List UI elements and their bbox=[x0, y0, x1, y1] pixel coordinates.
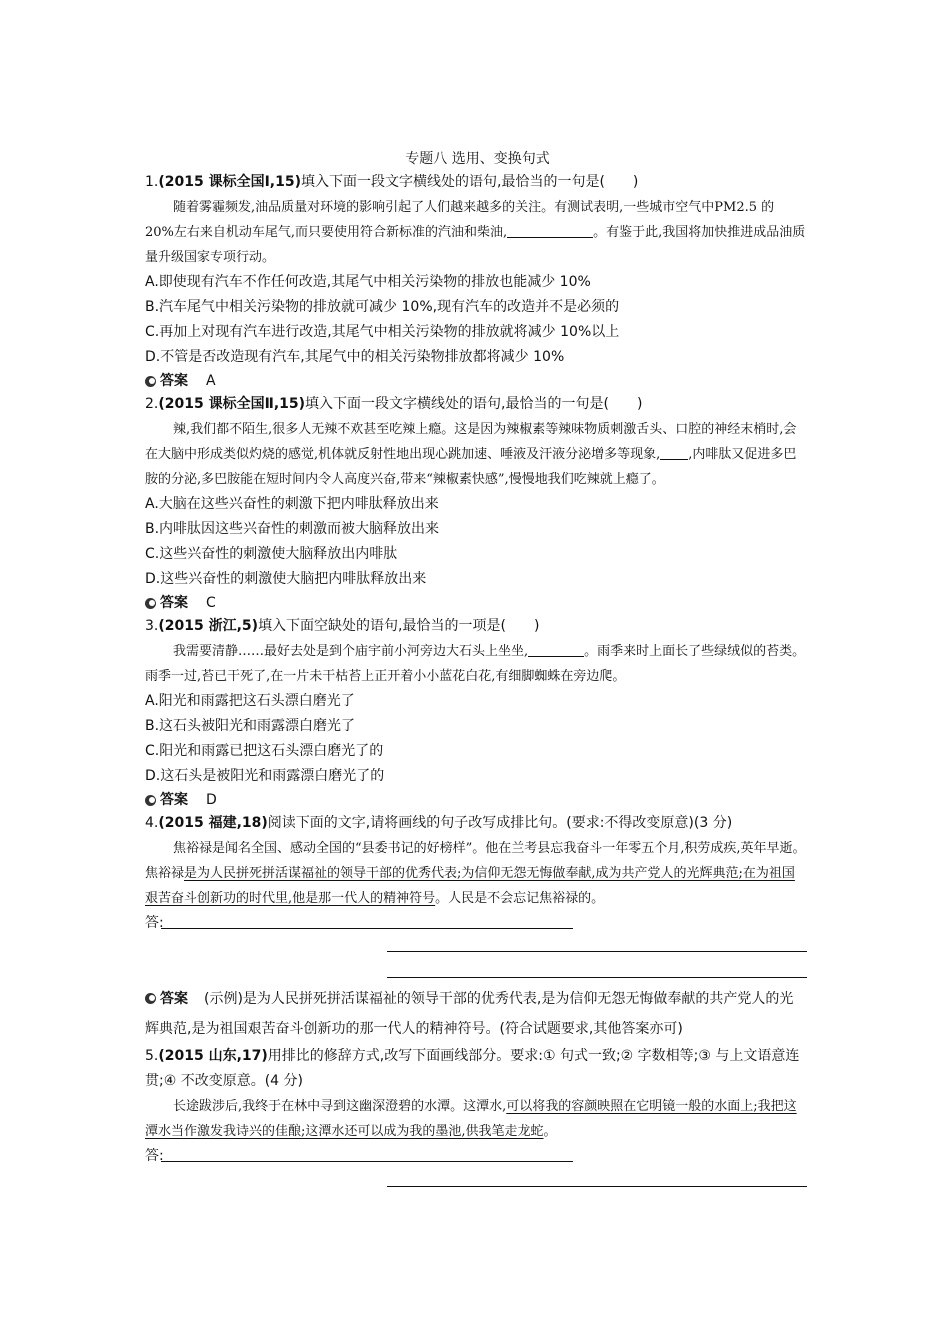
question-number: 5. bbox=[145, 1048, 159, 1064]
passage-text: 。雨季来时上面长了些绿绒似的苔类。雨季一过,苔已干死了,在一片未干枯苔上正开着小小蓝花白花,有细脚蜘蛛在旁边爬。 bbox=[145, 644, 806, 684]
option-b: B.汽车尾气中相关污染物的排放就可减少 10%,现有汽车的改造并不是必须的 bbox=[145, 299, 620, 315]
option-a: A.阳光和雨露把这石头漂白磨光了 bbox=[145, 693, 355, 709]
question-number: 2. bbox=[145, 396, 159, 412]
answer-label: 答案 bbox=[160, 595, 188, 611]
answer-line[interactable] bbox=[161, 1161, 573, 1162]
question-4-header bbox=[145, 811, 807, 836]
question-number: 3. bbox=[145, 618, 159, 634]
question-2-passage bbox=[145, 417, 807, 492]
question-stem: 填入下面一段文字横线处的语句,最恰当的一句是( ) bbox=[301, 174, 639, 190]
write-label: 答: bbox=[145, 1148, 164, 1164]
answer-line[interactable] bbox=[387, 977, 807, 978]
answer-label: 答案 bbox=[160, 991, 188, 1007]
question-source: (2015 课标全国Ⅱ,15) bbox=[158, 396, 306, 412]
answer-writing-area bbox=[145, 1144, 807, 1169]
answer-row bbox=[145, 789, 807, 811]
write-label: 答: bbox=[145, 915, 164, 931]
answer-row bbox=[145, 370, 807, 392]
passage-text: 随着雾霾频发,油品质量对环境的影响引起了人们越来越多的关注。有测试表明,一些城市空气中PM2.5 的 20%左右来自机动车尾气,而只要使用符合新标准的汽油和柴油, bbox=[145, 200, 775, 240]
question-source: (2015 山东,17) bbox=[158, 1048, 268, 1064]
option-c: C.阳光和雨露已把这石头漂白磨光了的 bbox=[145, 743, 384, 759]
question-source: (2015 浙江,5) bbox=[158, 618, 259, 634]
option-a: A.即使现有汽车不作任何改造,其尾气中相关污染物的排放也能减少 10% bbox=[145, 274, 591, 290]
question-source: (2015 福建,18) bbox=[158, 815, 268, 831]
option-d: D.这些兴奋性的刺激使大脑把内啡肽释放出来 bbox=[145, 571, 427, 587]
answer-value: A bbox=[206, 373, 216, 389]
question-1-header bbox=[145, 170, 807, 195]
question-5-header bbox=[145, 1044, 807, 1094]
option-b: B.这石头被阳光和雨露漂白磨光了 bbox=[145, 718, 356, 734]
fill-blank[interactable] bbox=[507, 223, 593, 238]
passage-text: 辣,我们都不陌生,很多人无辣不欢甚至吃辣上瘾。这是因为辣椒素等辣味物质刺激舌头、口腔的神经末梢时,会在大脑中形成类似灼烧的感觉,机体就反射性地出现心跳加速、唾液及汗液分泌增多等现象, bbox=[145, 422, 797, 462]
question-2-header bbox=[145, 392, 807, 417]
fill-blank[interactable] bbox=[660, 445, 688, 460]
option-b: B.内啡肽因这些兴奋性的刺激而被大脑释放出来 bbox=[145, 521, 440, 537]
page-title: 专题八 选用、变换句式 bbox=[405, 151, 550, 167]
question-number: 4. bbox=[145, 815, 159, 831]
passage-text: 我需要清静……最好去处是到个庙宇前小河旁边大石头上坐坐, bbox=[173, 644, 529, 659]
answer-label: 答案 bbox=[160, 792, 188, 808]
passage-text: 。有鉴于此,我国将加快推进成品油质量升级国家专项行动。 bbox=[145, 225, 806, 265]
answer-bullet-icon bbox=[145, 598, 156, 609]
question-stem: 填入下面空缺处的语句,最恰当的一项是( ) bbox=[258, 618, 540, 634]
passage-text: 长途跋涉后,我终于在林中寻到这幽深澄碧的水潭。这潭水, bbox=[173, 1099, 507, 1114]
question-5-passage bbox=[145, 1094, 807, 1144]
underlined-sentence: 可以将我的容颜映照在它明镜一般的水面上;我把这潭水当作激发我诗兴的佳酿;这潭水还可以成为我的墨池,供我笔走龙蛇 bbox=[145, 1099, 797, 1139]
fill-blank[interactable] bbox=[528, 642, 584, 657]
question-stem: 用排比的修辞方式,改写下面画线部分。要求:① 句式一致;② 字数相等;③ 与上文语意连贯;④ 不改变原意。(4 分) bbox=[145, 1048, 800, 1089]
passage-text: ,内啡肽又促进多巴胺的分泌,多巴胺能在短时间内令人高度兴奋,带来“辣椒素快感”,慢慢地我们吃辣就上瘾了。 bbox=[145, 447, 797, 487]
answer-line[interactable] bbox=[387, 951, 807, 952]
answer-writing-area bbox=[145, 911, 807, 936]
question-1-passage bbox=[145, 195, 807, 270]
question-3-passage bbox=[145, 639, 807, 689]
underlined-sentence: 是为人民拼死拼活谋福祉的领导干部的优秀代表;为信仰无怨无悔做奉献,成为共产党人的光辉典范;在为祖国艰苦奋斗创新功的时代里,他是那一代人的精神符号 bbox=[145, 866, 795, 906]
option-c: C.再加上对现有汽车进行改造,其尾气中相关污染物的排放就将减少 10%以上 bbox=[145, 324, 620, 340]
question-stem: 阅读下面的文字,请将画线的句子改写成排比句。(要求:不得改变原意)(3 分) bbox=[267, 815, 733, 831]
answer-bullet-icon bbox=[145, 795, 156, 806]
answer-value: D bbox=[206, 792, 217, 808]
answer-line[interactable] bbox=[387, 1186, 807, 1187]
option-a: A.大脑在这些兴奋性的刺激下把内啡肽释放出来 bbox=[145, 496, 439, 512]
question-number: 1. bbox=[145, 174, 159, 190]
question-source: (2015 课标全国Ⅰ,15) bbox=[158, 174, 302, 190]
answer-value: C bbox=[206, 595, 216, 611]
answer-row bbox=[145, 984, 807, 1044]
answer-line[interactable] bbox=[161, 928, 573, 929]
option-d: D.不管是否改造现有汽车,其尾气中的相关污染物排放都将减少 10% bbox=[145, 349, 565, 365]
answer-lines bbox=[145, 1169, 807, 1203]
document-page bbox=[145, 148, 807, 1203]
passage-text: 。 bbox=[543, 1124, 557, 1139]
option-c: C.这些兴奋性的刺激使大脑释放出内啡肽 bbox=[145, 546, 398, 562]
question-stem: 填入下面一段文字横线处的语句,最恰当的一句是( ) bbox=[305, 396, 643, 412]
answer-value: (示例)是为人民拼死拼活谋福祉的领导干部的优秀代表,是为信仰无怨无悔做奉献的共产党人的光辉典范,是为祖国艰苦奋斗创新功的那一代人的精神符号。(符合试题要求,其他答案亦可) bbox=[145, 991, 794, 1037]
passage-text: 焦裕禄是闻名全国、感动全国的“县委书记的好榜样”。他在兰考县忘我奋斗一年零五个月,积劳成疾,英年早逝。焦裕禄 bbox=[145, 841, 806, 881]
passage-text: 。人民是不会忘记焦裕禄的。 bbox=[435, 891, 605, 906]
answer-lines bbox=[145, 936, 807, 984]
option-d: D.这石头是被阳光和雨露漂白磨光了的 bbox=[145, 768, 385, 784]
answer-bullet-icon bbox=[145, 376, 156, 387]
question-3-header bbox=[145, 614, 807, 639]
answer-label: 答案 bbox=[160, 373, 188, 389]
answer-row bbox=[145, 592, 807, 614]
question-4-passage bbox=[145, 836, 807, 911]
answer-bullet-icon bbox=[145, 993, 156, 1004]
